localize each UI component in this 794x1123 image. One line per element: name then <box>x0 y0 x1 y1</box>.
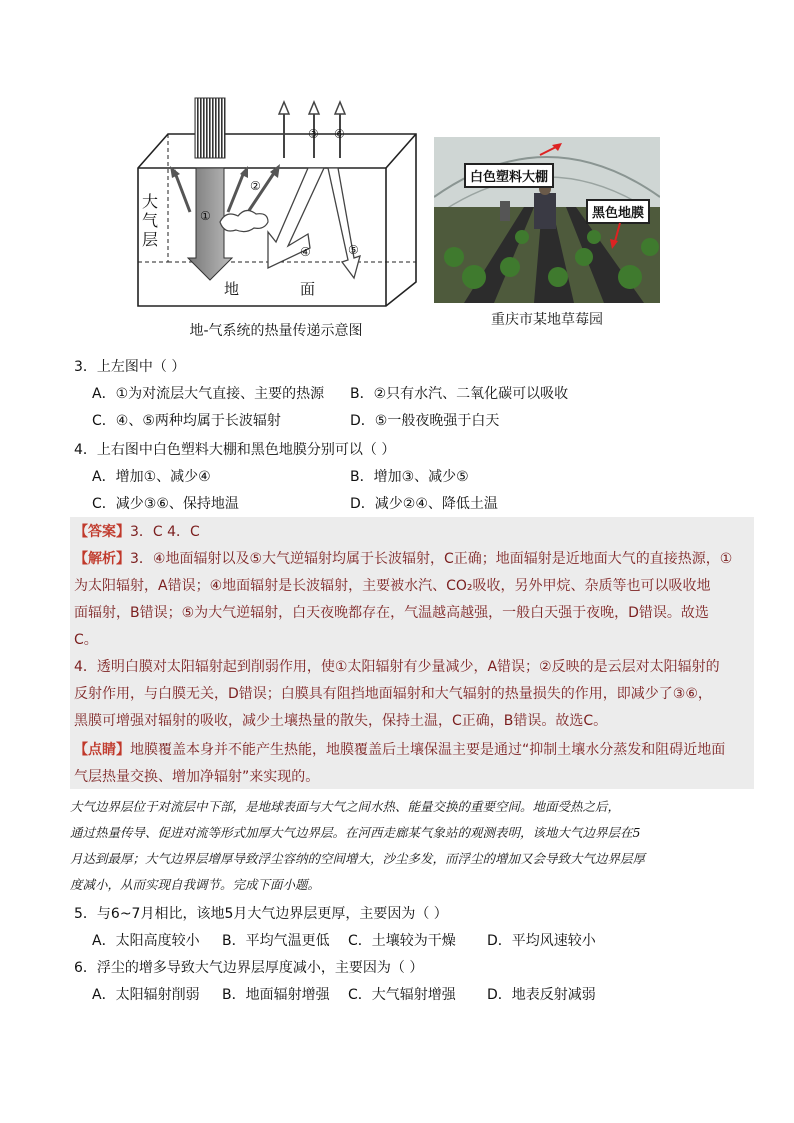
diagram-drawing <box>128 94 424 320</box>
q5-option-a: A．太阳高度较小 <box>92 933 200 949</box>
highlight-line-2: 气层热量交换、增加净辐射”来实现的。 <box>74 769 320 785</box>
solar-input-block <box>195 98 225 158</box>
analysis-line-4: C。 <box>74 632 98 648</box>
q5-option-c: C．土壤较为干燥 <box>348 933 456 949</box>
greenhouse-photo-figure <box>434 137 660 333</box>
q4-stem: 4．上右图中白色塑料大棚和黑色地膜分别可以（ ） <box>74 442 396 458</box>
highlight-tag: 【点睛】 <box>74 742 130 758</box>
answer-text: 3．C 4．C <box>130 524 200 540</box>
highlight-line-1 <box>74 740 725 760</box>
analysis-line-6: 反射作用，与白膜无关，D错误；白膜具有阻挡地面辐射和大气辐射的热量损失的作用，即减少了③⑥， <box>74 686 712 702</box>
ground-label-2: 面 <box>300 280 316 298</box>
q4-option-c: C．减少③⑥、保持地温 <box>92 496 239 512</box>
atmosphere-label: 大气层 <box>142 192 159 249</box>
analysis-line-3: 面辐射，B错误；⑤为大气逆辐射，白天夜晚都存在，气温越高越强，一般白天强于夜晚，D错误。故选 <box>74 605 709 621</box>
marker-4: ④ <box>300 245 311 259</box>
analysis-text-1: 3．④地面辐射以及⑤大气逆辐射均属于长波辐射，C正确；地面辐射是近地面大气的直接热源，① <box>130 551 733 567</box>
q3-option-d: D．⑤一般夜晚强于白天 <box>350 413 500 429</box>
film-label: 黑色地膜 <box>586 199 650 224</box>
q3-option-a: A．①为对流层大气直接、主要的热源 <box>92 386 325 402</box>
q6-option-c: C．大气辐射增强 <box>348 987 456 1003</box>
passage-line-2: 通过热量传导、促进对流等形式加厚大气边界层。在河西走廊某气象站的观测表明，该地大气边界层在5 <box>70 825 641 840</box>
q5-option-b: B．平均气温更低 <box>222 933 330 949</box>
passage-line-1: 大气边界层位于对流层中下部，是地球表面与大气之间水热、能量交换的重要空间。地面受热之后， <box>70 799 621 814</box>
analysis-line-7: 黑膜可增强对辐射的吸收，减少土壤热量的散失，保持土温，C正确，B错误。故选C。 <box>74 713 608 729</box>
heat-transfer-diagram <box>128 94 424 344</box>
greenhouse-label: 白色塑料大棚 <box>464 163 554 188</box>
marker-1: ① <box>200 209 211 223</box>
marker-5: ⑤ <box>348 243 359 257</box>
left-figure-caption: 地-气系统的热量传递示意图 <box>189 323 363 339</box>
answer-line <box>74 522 200 542</box>
highlight-text-1: 地膜覆盖本身并不能产生热能，地膜覆盖后土壤保温主要是通过“抑制土壤水分蒸发和阻碍近地面 <box>130 742 726 758</box>
q4-option-a: A．增加①、减少④ <box>92 469 211 485</box>
q6-option-b: B．地面辐射增强 <box>222 987 330 1003</box>
q4-option-d: D．减少②④、降低土温 <box>350 496 498 512</box>
analysis-line-5: 4．透明白膜对太阳辐射起到削弱作用，使①太阳辐射有少量减少，A错误；②反映的是云层对太阳辐射的 <box>74 659 720 675</box>
greenhouse-photo <box>434 137 660 303</box>
right-figure-caption: 重庆市某地草莓园 <box>491 312 603 328</box>
q5-option-d: D．平均风速较小 <box>487 933 596 949</box>
q5-stem: 5．与6~7月相比，该地5月大气边界层更厚，主要因为（ ） <box>74 906 448 922</box>
marker-2: ② <box>250 179 261 193</box>
analysis-tag: 【解析】 <box>74 551 130 567</box>
passage-line-4: 度减小，从而实现自我调节。完成下面小题。 <box>70 877 321 892</box>
q6-option-d: D．地表反射减弱 <box>487 987 596 1003</box>
marker-6: ⑥ <box>334 127 345 141</box>
q4-option-b: B．增加③、减少⑤ <box>350 469 469 485</box>
q3-option-b: B．②只有水汽、二氧化碳可以吸收 <box>350 386 569 402</box>
q6-stem: 6．浮尘的增多导致大气边界层厚度减小，主要因为（ ） <box>74 960 424 976</box>
analysis-line-1 <box>74 549 732 569</box>
q6-option-a: A．太阳辐射削弱 <box>92 987 200 1003</box>
q3-option-c: C．④、⑤两种均属于长波辐射 <box>92 413 281 429</box>
analysis-line-2: 为太阳辐射，A错误；④地面辐射是长波辐射，主要被水汽、CO₂吸收，另外甲烷、杂质等也可以吸收地 <box>74 578 711 594</box>
marker-3: ③ <box>308 127 319 141</box>
ground-label-1: 地 <box>224 280 240 298</box>
answer-tag: 【答案】 <box>74 524 130 540</box>
passage-line-3: 月达到最厚；大气边界层增厚导致浮尘容纳的空间增大，沙尘多发，而浮尘的增加又会导致大气边界层厚 <box>70 851 646 866</box>
q3-stem: 3．上左图中（ ） <box>74 359 186 375</box>
